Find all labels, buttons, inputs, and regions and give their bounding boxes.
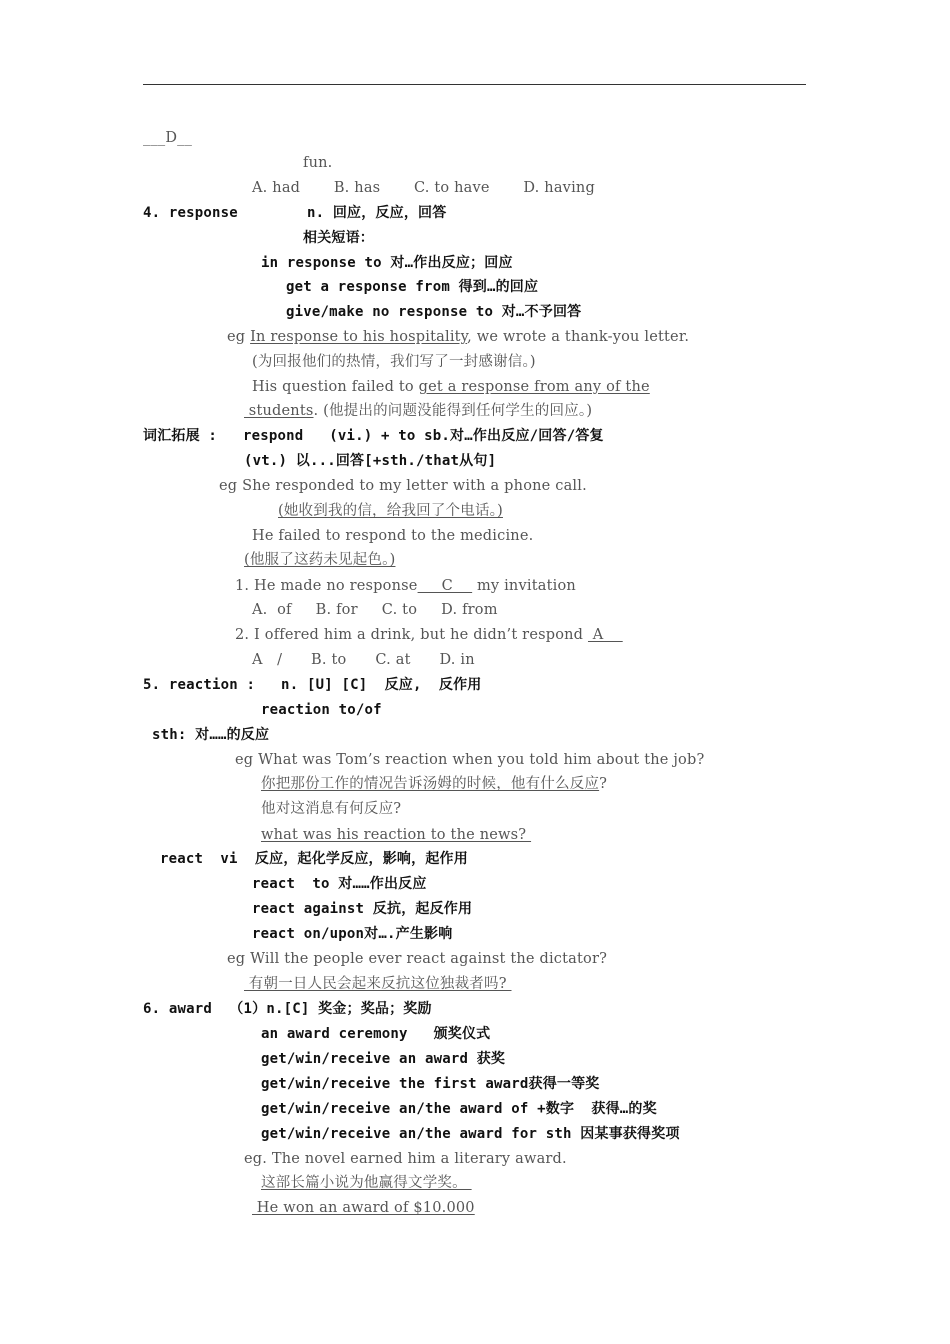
phrase-line: in response to 对…作出反应；回应 bbox=[261, 255, 513, 271]
exercise-question bbox=[235, 626, 623, 644]
phrase-line: reaction to/of bbox=[261, 702, 382, 718]
underlined-phrase: students bbox=[244, 403, 314, 419]
options-line: A. had B. has C. to have D. having bbox=[252, 180, 595, 196]
example-line bbox=[227, 328, 689, 346]
example-text: His question failed to bbox=[252, 379, 419, 395]
example-text: , we wrote a thank-you letter. bbox=[467, 329, 690, 345]
definition-line: (vt.) 以...回答[+sth./that从句] bbox=[244, 453, 497, 469]
example-line bbox=[252, 378, 650, 396]
options-line: A. of B. for C. to D. from bbox=[252, 602, 498, 618]
translation-line: (她收到我的信，给我回了个电话。) bbox=[278, 503, 503, 519]
translation-text: 你把那份工作的情况告诉汤姆的时候，他有什么反应 bbox=[261, 776, 600, 792]
underlined-phrase: In response to his hospitality bbox=[250, 329, 468, 345]
phrase-line: get/win/receive an award 获奖 bbox=[261, 1051, 506, 1067]
options-line: A / B. to C. at D. in bbox=[252, 652, 475, 668]
phrase-line: give/make no response to 对…不予回答 bbox=[286, 304, 582, 320]
phrase-line: get a response from 得到…的回应 bbox=[286, 279, 539, 295]
translation-line bbox=[261, 775, 607, 793]
vocab-extension-heading: 词汇拓展 : respond (vi.) + to sb.对…作出反应/回答/答复 bbox=[143, 428, 604, 444]
example-line: eg She responded to my letter with a phone call. bbox=[219, 478, 587, 494]
answer-line: what was his reaction to the news? bbox=[261, 827, 532, 843]
underlined-phrase: get a response from any of the bbox=[418, 379, 650, 395]
heading-react: react vi 反应，起化学反应，影响，起作用 bbox=[160, 851, 468, 867]
example-line bbox=[244, 402, 592, 420]
translation-text: . (他提出的问题没能得到任何学生的回应。) bbox=[313, 403, 593, 419]
phrase-line: react to 对……作出反应 bbox=[252, 876, 427, 892]
translation-line: (他服了这药未见起色。) bbox=[244, 552, 396, 568]
exercise-question bbox=[235, 577, 576, 595]
heading-award: 6. award （1）n.[C] 奖金；奖品；奖励 bbox=[143, 1001, 432, 1017]
phrase-line: react against 反抗，起反作用 bbox=[252, 901, 473, 917]
question-text: my invitation bbox=[472, 578, 576, 594]
example-line: eg Will the people ever react against the dictator? bbox=[227, 951, 608, 967]
phrases-label: 相关短语： bbox=[303, 230, 374, 246]
question-text: 2. I offered him a drink, but he didn’t respond bbox=[235, 627, 588, 643]
phrase-line: react on/upon对….产生影响 bbox=[252, 926, 453, 942]
example-line: eg. The novel earned him a literary award. bbox=[244, 1151, 567, 1167]
phrase-line: sth: 对……的反应 bbox=[152, 727, 270, 743]
question-text: 1. He made no response bbox=[235, 578, 418, 594]
header-rule bbox=[143, 84, 806, 85]
heading-reaction: 5. reaction : n. [U] [C] 反应, 反作用 bbox=[143, 677, 482, 693]
translation-line: 这部长篇小说为他赢得文学奖。 bbox=[261, 1175, 472, 1191]
translation-line: (为回报他们的热情，我们写了一封感谢信。) bbox=[252, 354, 536, 370]
sentence-end: fun. bbox=[303, 155, 333, 171]
example-line: eg What was Tom’s reaction when you told him about the job? bbox=[235, 752, 705, 768]
translation-line: 有朝一日人民会起来反抗这位独裁者吗? bbox=[244, 976, 512, 992]
phrase-line: get/win/receive the first award获得一等奖 bbox=[261, 1076, 600, 1092]
answer-line: ___D__ bbox=[143, 130, 193, 146]
translation-line: 他对这消息有何反应? bbox=[261, 801, 402, 817]
answer-blank: A bbox=[587, 627, 623, 643]
example-line: He won an award of $10.000 bbox=[252, 1200, 475, 1216]
translation-punct: ? bbox=[599, 776, 608, 792]
phrase-line: an award ceremony 颁奖仪式 bbox=[261, 1026, 491, 1042]
answer-blank: C bbox=[417, 578, 473, 594]
example-line: He failed to respond to the medicine. bbox=[252, 528, 534, 544]
phrase-line: get/win/receive an/the award of +数字 获得…的奖 bbox=[261, 1101, 657, 1117]
example-prefix: eg bbox=[227, 329, 251, 345]
phrase-line: get/win/receive an/the award for sth 因某事获得奖项 bbox=[261, 1126, 680, 1142]
heading-response: 4. response n. 回应，反应，回答 bbox=[143, 205, 447, 221]
